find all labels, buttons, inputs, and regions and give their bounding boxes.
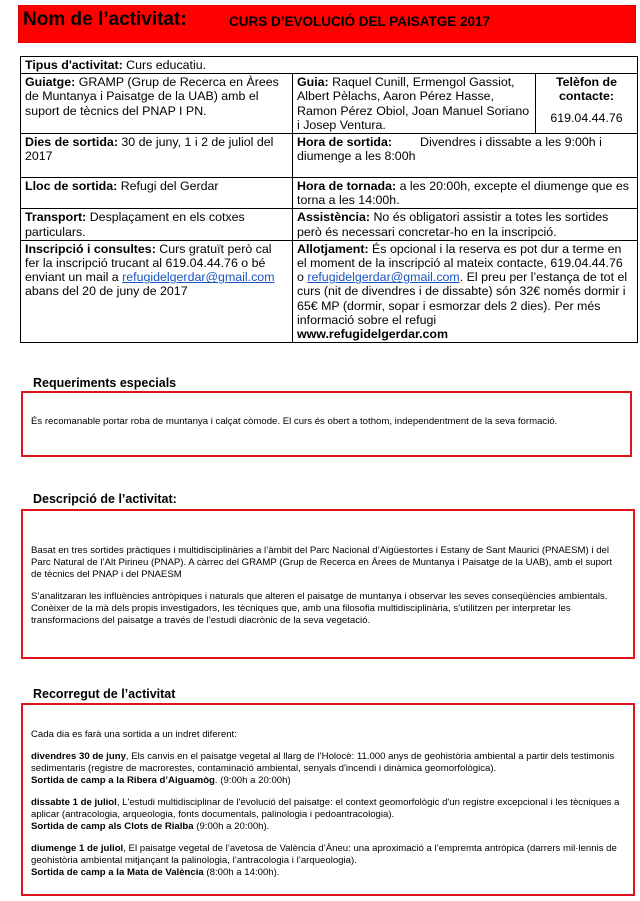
hora-sortida-value: Divendres i dissabte a les 9:00h i diumenge a les 8:00h	[297, 135, 602, 164]
day-3-sortida: Sortida de camp a la Mata de València	[31, 867, 204, 878]
guiatge-cell	[21, 74, 293, 134]
guiatge-label: Guiatge:	[25, 75, 76, 90]
assistencia-value: No és obligatori assistir a totes les sortides però és necessari concretar-ho en la inscripció.	[297, 210, 609, 239]
dies-value: 30 de juny, 1 i 2 de juliol del 2017	[25, 135, 274, 164]
inscripcio-tail: abans del 20 de juny de 2017	[25, 284, 188, 299]
guia-cell	[293, 74, 536, 134]
day-3-title: diumenge 1 de juliol	[31, 843, 124, 854]
day-1-hora: . (9:00h a 20:00h)	[214, 775, 291, 786]
recorregut-intro: Cada dia es farà una sortida a un indret diferent:	[31, 729, 237, 740]
transport-label: Transport:	[25, 210, 87, 225]
assistencia-cell	[293, 209, 638, 240]
hora-sortida-label: Hora de sortida:	[297, 135, 393, 150]
day-item-3	[31, 843, 623, 879]
recorregut-box	[21, 703, 635, 896]
allotjament-value: És opcional i la reserva es pot dur a terme en el moment de la inscripció al mateix contacte, 619.04.44.76 o	[297, 241, 623, 285]
inscripcio-label: Inscripció i consultes:	[25, 241, 156, 256]
guiatge-value: GRAMP (Grup de Recerca en Àrees de Muntanya i Paisatge de la UAB) amb el suport de tècnics del PNAP I PN.	[25, 75, 279, 118]
day-2-hora: (9:00h a 20:00h).	[193, 821, 270, 832]
transport-value: Desplaçament en els cotxes particulars.	[25, 210, 245, 239]
activity-type-value: Curs educatiu.	[122, 58, 207, 72]
day-1-sortida: Sortida de camp a la Ribera d’Aiguamòg	[31, 775, 215, 786]
activity-type-label: Tipus d'activitat:	[25, 58, 123, 72]
dies-cell	[21, 134, 293, 178]
day-2-text: , L'estudi multidisciplinar de l'evolució del paisatge: el context geomorfològic d'un registre excepcional i les tècniques a aplicar (antracologia, arqueologia, fonts documentals, palinologia i pedoantracologia).	[31, 797, 620, 820]
allotjament-label: Allotjament:	[297, 241, 369, 256]
lloc-value: Refugi del Gerdar	[117, 179, 219, 194]
day-3-hora: (8:00h a 14:00h).	[203, 867, 280, 878]
lloc-label: Lloc de sortida:	[25, 179, 118, 194]
dies-label: Dies de sortida:	[25, 135, 118, 150]
day-item-1	[31, 751, 623, 787]
requeriments-title: Requeriments especials	[33, 376, 177, 390]
refugi-web-link[interactable]: www.refugidelgerdar.com	[297, 327, 449, 342]
hora-tornada-cell	[293, 178, 638, 209]
activity-title-bar	[18, 5, 636, 43]
assistencia-label: Assistència:	[297, 210, 371, 225]
descripcio-p2: S’analitzaran les influències antròpiques i naturals que alteren el paisatge de muntanya i observar les seves conseqüències ambientals. Conèixer de la mà dels propis investigadors, les tècniques que, amb una filosofia multidisciplinària, s’utilitzen per interpretar les transformacions del paisatge a través de l’estudi diacrònic de la seva vegetació.	[31, 591, 608, 626]
day-2-title: dissabte 1 de juliol	[31, 797, 117, 808]
recorregut-title: Recorregut de l’activitat	[33, 687, 176, 701]
activity-name-value: CURS D’EVOLUCIÓ DEL PAISATGE 2017	[229, 14, 491, 29]
telefon-cell	[536, 74, 638, 134]
inscripcio-value: Curs gratuït però cal fer la inscripció trucant al 619.04.44.76 o bé enviant un mail a	[25, 241, 272, 285]
guia-label: Guia:	[297, 75, 329, 90]
day-1-title: divendres 30 de juny	[31, 751, 126, 762]
hora-tornada-label: Hora de tornada:	[297, 179, 397, 194]
day-item-2	[31, 797, 623, 833]
allotjament-cell	[293, 240, 638, 342]
descripcio-title: Descripció de l’activitat:	[33, 492, 177, 506]
hora-tornada-value: a les 20:00h, excepte el diumenge que es torna a les 14:00h.	[297, 179, 629, 208]
inscripcio-cell	[21, 240, 293, 342]
requeriments-box	[21, 391, 632, 457]
hora-sortida-cell	[293, 134, 638, 178]
day-1-text: , Els canvis en el paisatge vegetal al llarg de l’Holocè: 11.000 anys de geohistòria ambiental a partir dels testimonis sedimentaris (registre de macrorestes, contaminació ambiental, senyals d'incendi i dinàmica geomorfològica).	[31, 751, 615, 774]
day-2-sortida: Sortida de camp als Clots de Rialba	[31, 821, 194, 832]
telefon-value: 619.04.44.76	[550, 110, 623, 125]
guia-value: Raquel Cunill, Ermengol Gassiot, Albert Pèlachs, Aaron Pérez Hasse, Ramon Pérez Obiol, Joan Manuel Soriano i Josep Ventura.	[297, 75, 530, 132]
activity-type-cell	[21, 57, 638, 74]
requeriments-text: És recomanable portar roba de muntanya i calçat còmode. El curs és obert a tothom, independentment de la seva formació.	[31, 416, 558, 427]
telefon-label: Telèfon de contacte:	[555, 75, 618, 104]
descripcio-box	[21, 509, 635, 659]
inscripcio-email-link[interactable]: refugidelgerdar@gmail.com	[122, 270, 275, 285]
transport-cell	[21, 209, 293, 240]
activity-name-label: Nom de l’activitat:	[23, 9, 187, 30]
lloc-cell	[21, 178, 293, 209]
descripcio-p1: Basat en tres sortides pràctiques i multidisciplinàries a l’àmbit del Parc Nacional d’Aigüestortes i Estany de Sant Maurici (PNAESM) i del Parc Natural de l’Alt Pirineu (PNAP). A càrrec del GRAMP (Grup de Recerca en Àrees de Muntanya i Paisatge de la UAB), amb el suport de tècnics del PNAP i del PNAESM	[31, 545, 613, 580]
allotjament-tail: . El preu per l’estança de tot el curs (nit de divendres i de dissabte) són 32€ només dormir i 65€ MP (dormir, sopar i esmorzar dels 2 dies). Per més informació sobre el refugi	[297, 270, 628, 327]
day-3-text: , El paisatge vegetal de l’avetosa de València d’Àneu: una aproximació a l’empremta antròpica (darrers mil·lennis de geohistòria ambiental mitjançant la palinologia, l’antracologia i l’arqueologia).	[31, 843, 617, 866]
activity-info-table	[20, 56, 638, 343]
allotjament-email-link[interactable]: refugidelgerdar@gmail.com	[307, 270, 460, 285]
